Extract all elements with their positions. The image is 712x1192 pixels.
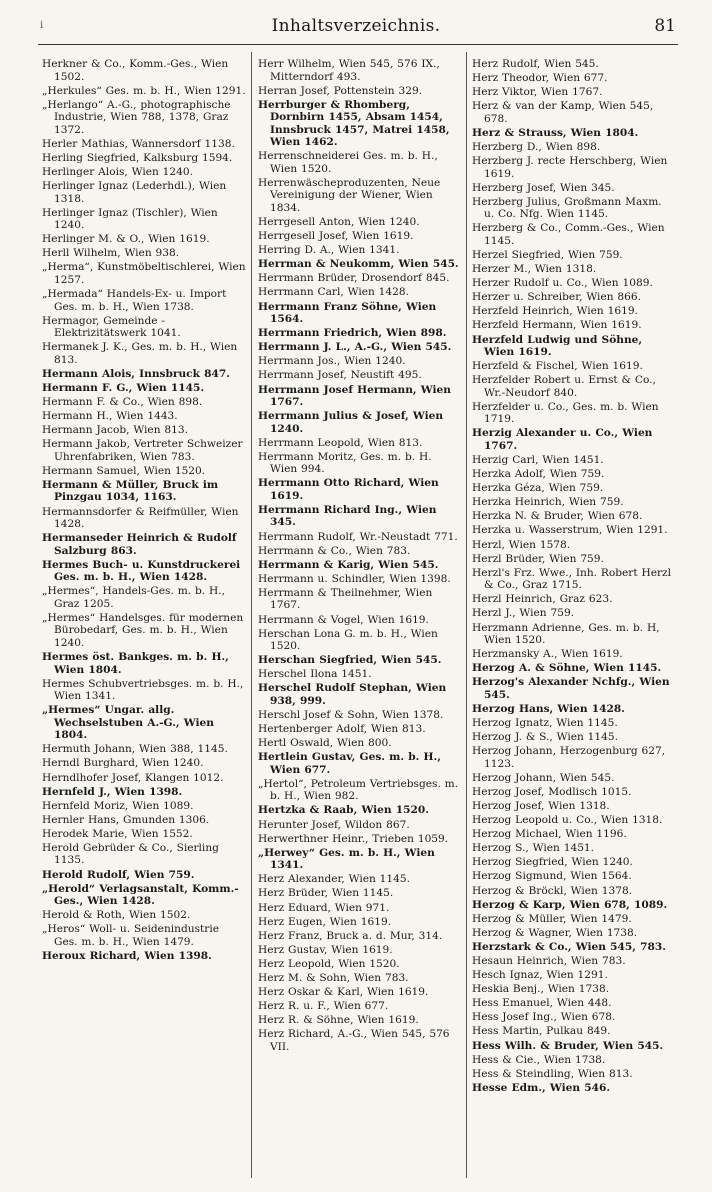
index-entry: Herlinger M. & O., Wien 1619. (42, 233, 210, 246)
index-entry: Herrgesell Anton, Wien 1240. (258, 215, 420, 228)
index-entry: Hermes Schubvertriebsges. m. b. H., Wien 1341. (42, 677, 244, 703)
index-entry: Herler Mathias, Wannersdorf 1138. (42, 137, 235, 150)
index-entry: Herz Brüder, Wien 1145. (258, 887, 394, 900)
index-entry: Hermann F. G., Wien 1145. (42, 381, 205, 394)
index-entry: „Herkules“ Ges. m. b. H., Wien 1291. (42, 84, 246, 97)
index-entry: Hermann Alois, Innsbruck 847. (42, 367, 230, 380)
index-entry: Herz Oskar & Karl, Wien 1619. (258, 986, 429, 999)
index-entry: Herrmann & Vogel, Wien 1619. (258, 613, 429, 626)
index-entry: Hermes öst. Bankges. m. b. H., Wien 1804. (42, 651, 229, 676)
index-entry: Hesse Edm., Wien 546. (472, 1081, 611, 1094)
index-entry: Herndl Burghard, Wien 1240. (42, 757, 204, 770)
index-entry: Herzer M., Wien 1318. (472, 263, 597, 276)
index-entry: Herschan Lona G. m. b. H., Wien 1520. (258, 627, 438, 653)
index-entry: Herzog Leopold u. Co., Wien 1318. (472, 814, 663, 827)
index-entry: Herzig Carl, Wien 1451. (472, 453, 604, 466)
index-entry: Herzberg & Co., Comm.-Ges., Wien 1145. (472, 222, 665, 247)
index-entry: Herwerthner Heinr., Trieben 1059. (258, 832, 449, 845)
index-entry: Herran Josef, Pottenstein 329. (258, 84, 423, 97)
index-entry: Herzberg Julius, Großmann Maxm. u. Co. Nfg. Wien 1145. (472, 195, 662, 221)
index-entry: „Hermes“ Ungar. allg. Wechselstuben A.-G., Wien 1804. (42, 704, 214, 742)
index-entry: Herrburger & Rhomberg, Dornbirn 1455, Absam 1454, Innsbruck 1457, Matrei 1458, Wien 1462. (258, 98, 450, 149)
index-entry: „Hertol“, Petroleum Vertriebsges. m. b. H., Wien 982. (258, 777, 459, 803)
index-entry: Hermann Jakob, Vertreter Schweizer Uhrenfabriken, Wien 783. (42, 438, 243, 463)
index-entry: Hermann Jacob, Wien 813. (42, 424, 188, 437)
index-entry: Herrmann Franz Söhne, Wien 1564. (258, 300, 437, 326)
header-rule (38, 44, 678, 45)
index-entry: Herunter Josef, Wildon 867. (258, 818, 410, 831)
index-entry: Herring D. A., Wien 1341. (258, 244, 400, 257)
index-entry: Herkner & Co., Komm.-Ges., Wien 1502. (42, 58, 229, 83)
index-entry: Herzl, Wien 1578. (472, 538, 571, 551)
index-entry: Herz Eugen, Wien 1619. (258, 915, 392, 928)
index-entry: Herzfelder Robert u. Ernst & Co., Wr.-Neudorf 840. (472, 374, 656, 399)
index-entry: Herrmann J. L., A.-G., Wien 545. (258, 341, 452, 354)
index-entry: Herzka N. & Bruder, Wien 678. (472, 510, 643, 523)
index-entry: Herz Alexander, Wien 1145. (258, 873, 411, 886)
index-entry: Herzog A. & Söhne, Wien 1145. (472, 662, 662, 675)
index-entry: Herzka u. Wasserstrum, Wien 1291. (472, 524, 668, 537)
index-entry: Herzog Josef, Wien 1318. (472, 799, 610, 812)
index-entry: Herzog Hans, Wien 1428. (472, 702, 625, 715)
index-entry: Herzberg D., Wien 898. (472, 140, 601, 153)
index-entry: Herzfeld Heinrich, Wien 1619. (472, 305, 638, 318)
index-entry: Herschan Siegfried, Wien 545. (258, 654, 442, 667)
index-entry: „Herwey“ Ges. m. b. H., Wien 1341. (258, 846, 435, 872)
index-entry: Herzog S., Wien 1451. (472, 842, 595, 855)
index-entry: Hesch Ignaz, Wien 1291. (472, 969, 608, 982)
index-entry: Hess Martin, Pulkau 849. (472, 1025, 611, 1038)
index-entry: Hernler Hans, Gmunden 1306. (42, 813, 210, 826)
index-entry: Herzmann Adrienne, Ges. m. b. H, Wien 1520. (472, 621, 660, 646)
index-entry: Herzberg J. recte Herschberg, Wien 1619. (472, 155, 668, 180)
index-entry: „Herma“, Kunstmöbeltischlerei, Wien 1257. (42, 261, 246, 286)
index-column-2 (258, 58, 462, 1178)
index-entry: Herlinger Alois, Wien 1240. (42, 165, 194, 178)
index-entry: Herschl Josef & Sohn, Wien 1378. (258, 709, 444, 721)
index-entry: Herzog & Bröckl, Wien 1378. (472, 884, 633, 897)
index-entry: Hermann H., Wien 1443. (42, 410, 178, 423)
index-entry: Herz M. & Sohn, Wien 783. (258, 972, 409, 984)
index-entry: Herrenschneiderei Ges. m. b. H., Wien 1520. (258, 150, 438, 175)
index-entry: Herrgesell Josef, Wien 1619. (258, 230, 414, 243)
index-entry: Herz Viktor, Wien 1767. (472, 86, 603, 99)
index-entry: Hess Josef Ing., Wien 678. (472, 1011, 616, 1024)
index-entry: Herzog Sigmund, Wien 1564. (472, 870, 632, 883)
index-entry: Hermuth Johann, Wien 388, 1145. (42, 743, 228, 756)
page-title: Inhaltsverzeichnis. (271, 16, 441, 36)
index-entry: Hess Emanuel, Wien 448. (472, 997, 612, 1010)
index-entry: Hernfeld Moriz, Wien 1089. (42, 799, 194, 812)
index-entry: Herzog & Karp, Wien 678, 1089. (472, 898, 668, 911)
index-entry: Herndlhofer Josef, Klangen 1012. (42, 771, 224, 784)
index-entry: Herrmann Otto Richard, Wien 1619. (258, 477, 439, 502)
index-entry: Herlinger Ignaz (Tischler), Wien 1240. (42, 206, 218, 232)
index-entry: Herrmann Brüder, Drosendorf 845. (258, 272, 450, 285)
index-entry: Hertlein Gustav, Ges. m. b. H., Wien 677. (258, 751, 441, 776)
index-entry: Herzog Siegfried, Wien 1240. (472, 856, 633, 869)
index-entry: „Heros“ Woll- u. Seidenindustrie Ges. m. b. H., Wien 1479. (42, 923, 220, 948)
index-entry: Herrmann Friedrich, Wien 898. (258, 327, 447, 340)
index-entry: Hermann & Müller, Bruck im Pinzgau 1034, 1163. (42, 478, 219, 504)
index-entry: Herzel Siegfried, Wien 759. (472, 248, 623, 261)
index-entry: Herz R. & Söhne, Wien 1619. (258, 1014, 419, 1027)
index-entry: Hermann Samuel, Wien 1520. (42, 464, 206, 477)
index-entry: Herz R. u. F., Wien 677. (258, 1000, 389, 1013)
index-entry: Hermanseder Heinrich & Rudolf Salzburg 863. (42, 532, 237, 557)
index-entry: Herzog Michael, Wien 1196. (472, 828, 627, 841)
index-entry: Herzberg Josef, Wien 345. (472, 181, 615, 194)
index-entry: Herlinger Ignaz (Lederhdl.), Wien 1318. (42, 180, 227, 205)
index-entry: Herrenwäscheproduzenten, Neue Vereinigung der Wiener, Wien 1834. (258, 176, 441, 214)
index-entry: Herz Rudolf, Wien 545. (472, 58, 599, 70)
index-entry: Herzer u. Schreiber, Wien 866. (472, 291, 641, 304)
index-entry: Herzog Josef, Modlisch 1015. (472, 785, 632, 798)
index-entry: Herzog & Müller, Wien 1479. (472, 912, 632, 925)
index-entry: Herrman & Neukomm, Wien 545. (258, 258, 459, 271)
index-column-3 (472, 58, 672, 1178)
index-entry: Herzog J. & S., Wien 1145. (472, 731, 618, 744)
index-entry: „Hermada“ Handels-Ex- u. Import Ges. m. b. H., Wien 1738. (42, 288, 227, 313)
index-entry: Herzstark & Co., Wien 545, 783. (472, 940, 666, 953)
index-entry: Herrmann Rudolf, Wr.-Neustadt 771. (258, 530, 458, 543)
index-entry: Herzfeld Hermann, Wien 1619. (472, 319, 642, 332)
index-entry: „Herold“ Verlagsanstalt, Komm.-Ges., Wien 1428. (42, 882, 239, 908)
index-entry: Herrmann Leopold, Wien 813. (258, 436, 423, 449)
index-entry: Herz & van der Kamp, Wien 545, 678. (472, 100, 654, 125)
index-entry: Herzig Alexander u. Co., Wien 1767. (472, 427, 653, 452)
index-entry: Hermes Buch- u. Kunstdruckerei Ges. m. b. H., Wien 1428. (42, 558, 241, 584)
index-entry: Hesaun Heinrich, Wien 783. (472, 954, 626, 967)
index-entry: Herzog's Alexander Nchfg., Wien 545. (472, 676, 670, 701)
index-entry: Hess & Steindling, Wien 813. (472, 1067, 633, 1080)
index-entry: Herz Eduard, Wien 971. (258, 901, 390, 914)
index-entry: Herling Siegfried, Kalksburg 1594. (42, 151, 233, 164)
index-entry: Herz & Strauss, Wien 1804. (472, 126, 639, 139)
index-entry: Herzog & Wagner, Wien 1738. (472, 926, 638, 939)
index-entry: Herzfeld & Fischel, Wien 1619. (472, 360, 643, 373)
header-marker: i (40, 20, 44, 31)
index-entry: Herzmansky A., Wien 1619. (472, 648, 623, 661)
page-header (0, 14, 712, 42)
index-entry: Herschel Ilona 1451. (258, 668, 372, 681)
index-entry: Herrmann Josef Hermann, Wien 1767. (258, 383, 451, 408)
index-entry: Herrmann Carl, Wien 1428. (258, 286, 409, 299)
index-entry: „Hermes“ Handelsges. für modernen Bürobedarf, Ges. m. b. H., Wien 1240. (42, 611, 244, 649)
index-entry: Herrmann & Co., Wien 783. (258, 544, 411, 557)
index-entry: Herold Gebrüder & Co., Sierling 1135. (42, 841, 219, 867)
index-entry: Herzfelder u. Co., Ges. m. b. Wien 1719. (472, 400, 659, 426)
index-entry: Herz Franz, Bruck a. d. Mur, 314. (258, 929, 443, 942)
index-entry: „Herlango“ A.-G., photographische Industrie, Wien 788, 1378, Graz 1372. (42, 98, 231, 136)
index-entry: Herrmann Richard Ing., Wien 345. (258, 503, 437, 529)
column-divider (466, 52, 467, 1178)
index-entry: Herodek Marie, Wien 1552. (42, 827, 193, 840)
index-entry: Herz Richard, A.-G., Wien 545, 576 VII. (258, 1028, 450, 1053)
index-entry: Hermagor, Gemeinde - Elektrizitätswerk 1041. (42, 314, 181, 340)
index-entry: Herrmann Julius & Josef, Wien 1240. (258, 410, 444, 435)
index-entry: Herzl J., Wien 759. (472, 607, 575, 620)
index-entry: Hermann F. & Co., Wien 898. (42, 396, 203, 408)
index-entry: Herschel Rudolf Stephan, Wien 938, 999. (258, 682, 447, 707)
column-divider (251, 52, 252, 1178)
index-entry: Herzog Johann, Herzogenburg 627, 1123. (472, 745, 666, 770)
index-entry: Herrmann u. Schindler, Wien 1398. (258, 572, 451, 585)
index-entry: Herz Theodor, Wien 677. (472, 72, 608, 85)
page-number: 81 (654, 16, 676, 36)
index-entry: Heskia Benj., Wien 1738. (472, 983, 610, 996)
index-entry: Herzog Ignatz, Wien 1145. (472, 716, 618, 729)
index-entry: Herzfeld Ludwig und Söhne, Wien 1619. (472, 333, 643, 358)
index-entry: Herold Rudolf, Wien 759. (42, 868, 195, 881)
index-entry: Herrmann & Theilnehmer, Wien 1767. (258, 586, 433, 612)
index-entry: Herzer Rudolf u. Co., Wien 1089. (472, 277, 653, 290)
index-entry: Hess & Cie., Wien 1738. (472, 1053, 606, 1066)
index-entry: Herzl's Frz. Wwe., Inh. Robert Herzl & Co., Graz 1715. (472, 566, 672, 592)
index-entry: Hess Wilh. & Bruder, Wien 545. (472, 1039, 664, 1052)
index-entry: „Hermes“, Handels-Ges. m. b. H., Graz 1205. (42, 585, 225, 610)
index-entry: Herrmann & Karig, Wien 545. (258, 558, 439, 571)
index-entry: Herold & Roth, Wien 1502. (42, 909, 191, 922)
index-entry: Herzka Heinrich, Wien 759. (472, 496, 624, 509)
index-entry: Herzl Heinrich, Graz 623. (472, 593, 613, 606)
index-entry: Hermannsdorfer & Reifmüller, Wien 1428. (42, 505, 239, 531)
index-entry: Herrmann Moritz, Ges. m. b. H. Wien 994. (258, 450, 432, 476)
index-entry: Herzka Géza, Wien 759. (472, 482, 604, 495)
index-column-1 (42, 58, 246, 1178)
index-entry: Heroux Richard, Wien 1398. (42, 949, 212, 962)
index-entry: Herz Leopold, Wien 1520. (258, 957, 400, 970)
index-entry: Herzka Adolf, Wien 759. (472, 468, 605, 481)
index-entry: Hertenberger Adolf, Wien 813. (258, 723, 426, 736)
index-entry: Hermanek J. K., Ges. m. b. H., Wien 813. (42, 341, 238, 366)
index-entry: Hertzka & Raab, Wien 1520. (258, 804, 429, 817)
index-entry: Hertl Oswald, Wien 800. (258, 737, 392, 750)
index-entry: Herrmann Jos., Wien 1240. (258, 355, 406, 368)
index-entry: Herrmann Josef, Neustift 495. (258, 369, 422, 382)
index-entry: Herzl Brüder, Wien 759. (472, 552, 604, 565)
index-entry: Hernfeld J., Wien 1398. (42, 785, 183, 798)
index-entry: Herz Gustav, Wien 1619. (258, 943, 393, 956)
index-entry: Herll Wilhelm, Wien 938. (42, 247, 180, 260)
index-entry: Herr Wilhelm, Wien 545, 576 IX., Mitterndorf 493. (258, 58, 440, 83)
index-entry: Herzog Johann, Wien 545. (472, 771, 615, 784)
